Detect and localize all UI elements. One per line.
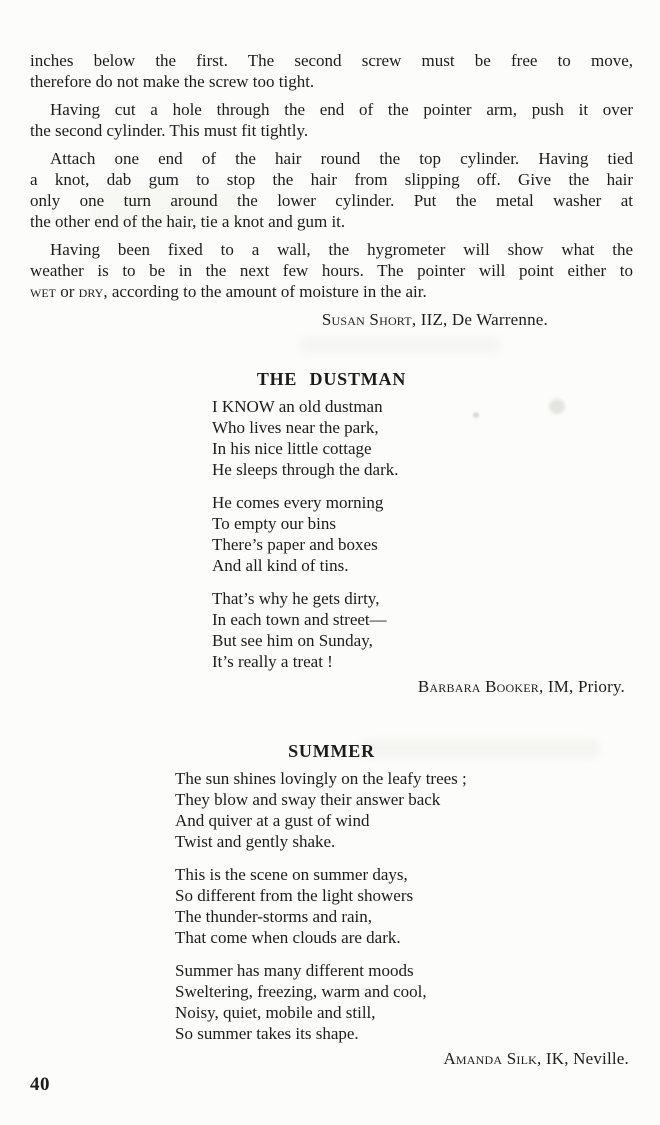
verse-line: He comes every morning	[212, 493, 384, 512]
paragraph-line: a knot, dab gum to stop the hair from slipping off. Give the hair	[30, 170, 633, 189]
paragraph-line	[30, 281, 633, 302]
paragraph-line: Having cut a hole through the end of the pointer arm, push it over	[50, 100, 633, 119]
verse-line: To empty our bins	[212, 514, 336, 533]
smallcaps-wet: wet	[30, 282, 56, 301]
poem-stanza	[175, 768, 633, 852]
poem-the-dustman	[30, 369, 633, 697]
verse-line: They blow and sway their answer back	[175, 790, 441, 809]
verse-line: I KNOW an old dustman	[212, 397, 383, 416]
poem-title: SUMMER	[288, 741, 375, 761]
verse-line: The thunder-storms and rain,	[175, 907, 372, 926]
author-name: Amanda Silk	[443, 1049, 537, 1068]
page-number: 40	[30, 1074, 50, 1095]
author-byline-prose	[30, 309, 548, 330]
poem-summer	[30, 741, 633, 1069]
paragraph-line: Having been fixed to a wall, the hygrometer will show what the	[50, 240, 633, 259]
author-form-house: , IK, Neville.	[536, 1049, 629, 1068]
prose-paragraph-1	[30, 50, 633, 92]
poem-title: THE DUSTMAN	[256, 369, 407, 389]
verse-line: This is the scene on summer days,	[175, 865, 408, 884]
author-form-house: , IM, Priory.	[538, 677, 625, 696]
author-name: Barbara Booker	[417, 677, 539, 696]
verse-line: Twist and gently shake.	[175, 832, 336, 851]
paragraph-line: weather is to be in the next few hours. The pointer will point either to	[30, 261, 633, 280]
poem-stanza	[175, 864, 633, 948]
paragraph-line: the other end of the hair, tie a knot and gum it.	[30, 212, 346, 231]
author-name: Susan Short	[321, 310, 412, 329]
verse-line: And all kind of tins.	[212, 556, 349, 575]
author-form-house: , IIZ, De Warrenne.	[411, 310, 548, 329]
verse-line: But see him on Sunday,	[212, 631, 373, 650]
paragraph-text: or	[56, 282, 79, 301]
paragraph-line: Attach one end of the hair round the top cylinder. Having tied	[50, 149, 633, 168]
paragraph-line: inches below the first. The second screw must be free to move,	[30, 51, 633, 70]
verse-line: That come when clouds are dark.	[175, 928, 401, 947]
verse-line: Sweltering, freezing, warm and cool,	[175, 982, 427, 1001]
verse-line: Who lives near the park,	[212, 418, 379, 437]
smallcaps-dry: dry	[78, 282, 104, 301]
verse-line: He sleeps through the dark.	[212, 460, 399, 479]
poem-stanza	[212, 588, 633, 672]
author-byline-dustman	[30, 676, 625, 697]
author-byline-summer	[30, 1048, 629, 1069]
verse-line: Summer has many different moods	[175, 961, 414, 980]
poem-stanza	[212, 396, 633, 480]
verse-line: It’s really a treat !	[212, 652, 333, 671]
poem-stanza	[212, 492, 633, 576]
paragraph-line: only one turn around the lower cylinder. Put the metal washer at	[30, 191, 633, 210]
verse-line: In each town and street—	[212, 610, 387, 629]
prose-paragraph-4	[30, 239, 633, 302]
verse-line: So different from the light showers	[175, 886, 414, 905]
paragraph-line: the second cylinder. This must fit tightly.	[30, 121, 309, 140]
verse-line: That’s why he gets dirty,	[212, 589, 380, 608]
prose-paragraph-3	[30, 148, 633, 232]
paragraph-line: therefore do not make the screw too tight.	[30, 72, 315, 91]
prose-paragraph-2	[30, 99, 633, 141]
paragraph-text: , according to the amount of moisture in the air.	[103, 282, 427, 301]
verse-line: There’s paper and boxes	[212, 535, 378, 554]
verse-line: The sun shines lovingly on the leafy trees ;	[175, 769, 467, 788]
verse-line: In his nice little cottage	[212, 439, 372, 458]
verse-line: And quiver at a gust of wind	[175, 811, 370, 830]
verse-line: Noisy, quiet, mobile and still,	[175, 1003, 376, 1022]
verse-line: So summer takes its shape.	[175, 1024, 359, 1043]
text-block	[30, 50, 633, 1069]
poem-stanza	[175, 960, 633, 1044]
